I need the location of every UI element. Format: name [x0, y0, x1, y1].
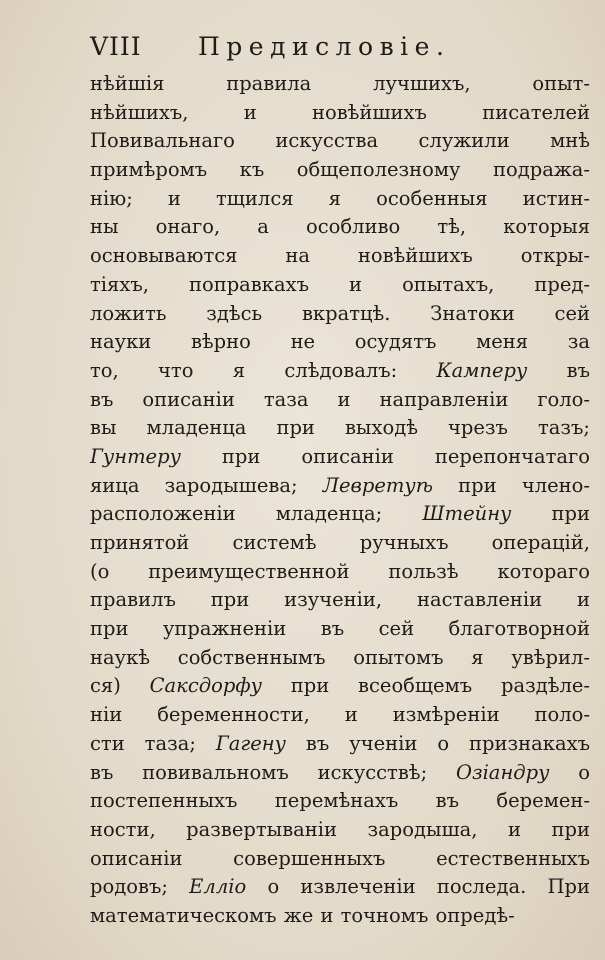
text-line: ніи беременности, и измѣреніи поло- [90, 703, 590, 727]
text-line: при упражненіи въ сей благотворной [90, 617, 590, 641]
text-line: сти таза; Гагену въ ученіи о признакахъ [90, 731, 590, 755]
text-line: правилъ при изученіи, наставленіи и [90, 588, 590, 612]
text-line: вы младенца при выходѣ чрезъ тазъ; [90, 416, 590, 440]
text-line: науки вѣрно не осудятъ меня за [90, 330, 590, 354]
text-line: въ описаніи таза и направленіи голо- [90, 387, 590, 411]
text-line: (о преимущественной пользѣ котораго [90, 559, 590, 583]
text-line: Повивальнаго искусства служили мнѣ [90, 129, 590, 153]
text-line: Гунтеру при описаніи перепончатаго [90, 444, 590, 468]
text-line: нію; и тщился я особенныя истин- [90, 186, 590, 210]
text-line: тіяхъ, поправкахъ и опытахъ, пред- [90, 272, 590, 296]
text-line: яица зародышева; Левретуѣ при члено- [90, 473, 590, 497]
text-line: нѣйшихъ, и новѣйшихъ писателей [90, 100, 590, 124]
text-line: постепенныхъ перемѣнахъ въ беремен- [90, 789, 590, 813]
text-line: примѣромъ къ общеполезному подража- [90, 158, 590, 182]
text-line: родовъ; Елліо о извлеченіи последа. При [90, 875, 591, 899]
text-line: описаніи совершенныхъ естественныхъ [90, 846, 590, 870]
text-line: то, что я слѣдовалъ: Камперу въ [90, 358, 590, 382]
text-line: основываются на новѣйшихъ откры- [90, 244, 590, 268]
text-line: ложить здѣсь вкратцѣ. Знатоки сей [90, 301, 590, 325]
text-line: математическомъ же и точномъ опредѣ- [90, 903, 515, 927]
text-line: ности, развертываніи зародыша, и при [90, 817, 590, 841]
page-number: VIII [90, 32, 142, 61]
body-text [90, 70, 590, 931]
running-title: Предисловіе. [198, 32, 451, 61]
text-line: принятой системѣ ручныхъ операцій, [90, 531, 590, 554]
text-line: въ повивальномъ искусствѣ; Озіандру о [90, 760, 590, 784]
text-line: ны онаго, а особливо тѣ, которыя [90, 215, 590, 239]
running-head [90, 32, 520, 66]
text-line: наукѣ собственнымъ опытомъ я увѣрил- [90, 645, 590, 669]
text-line: нѣйшія правила лучшихъ, опыт- [90, 72, 590, 95]
text-line: ся) Саксдорфу при всеобщемъ раздѣле- [90, 674, 590, 698]
text-line: расположеніи младенца; Штейну при [90, 502, 590, 526]
